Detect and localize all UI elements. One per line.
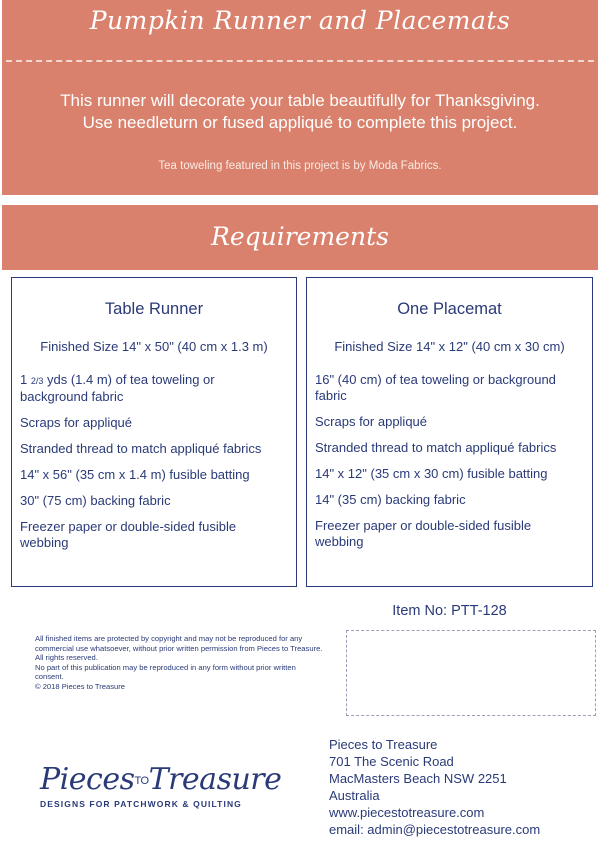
- label-placeholder-box: [346, 630, 596, 716]
- contact-website[interactable]: www.piecestotreasure.com: [329, 805, 485, 820]
- intro-line-1: This runner will decorate your table beautifully for Thanksgiving.: [60, 91, 540, 110]
- contact-name: Pieces to Treasure: [329, 737, 438, 752]
- item-fraction: 2/3: [30, 376, 44, 386]
- table-runner-size: Finished Size 14" x 50" (40 cm x 1.3 m): [40, 339, 268, 354]
- item-rest: yds (1.4 m) of tea toweling or background fabric: [20, 372, 215, 404]
- logo-pieces: Pieces: [40, 762, 135, 797]
- list-item: 30" (75 cm) backing fabric: [20, 493, 171, 508]
- intro-line-2: Use needleturn or fused appliqué to complete this project.: [82, 113, 518, 132]
- logo-to: TO: [134, 775, 149, 787]
- logo-treasure: Treasure: [148, 762, 282, 797]
- requirements-title: Requirements: [211, 222, 389, 251]
- header-band: [2, 0, 598, 195]
- brand-logo: [40, 762, 300, 822]
- list-item: Stranded thread to match appliqué fabrics: [20, 441, 262, 456]
- page-title: Pumpkin Runner and Placemats: [89, 6, 511, 35]
- requirements-band: [2, 205, 598, 270]
- list-item: Scraps for appliqué: [315, 414, 428, 429]
- item-whole: 1: [20, 372, 31, 387]
- intro-text: [12, 90, 588, 134]
- fabric-credit: Tea toweling featured in this project is by Moda Fabrics.: [158, 160, 442, 172]
- placemat-list: [307, 372, 592, 550]
- dashed-divider: [6, 60, 594, 62]
- list-item: 14" x 12" (35 cm x 30 cm) fusible batting: [315, 466, 548, 481]
- contact-country: Australia: [329, 788, 380, 803]
- list-item: Stranded thread to match appliqué fabrics: [315, 440, 557, 455]
- placemat-box: [306, 277, 593, 587]
- copyright-line-2: No part of this publication may be reproduced in any form without prior written consent.: [35, 662, 296, 681]
- placemat-heading: One Placemat: [397, 300, 502, 318]
- table-runner-box: [11, 277, 297, 587]
- list-item: [20, 372, 286, 405]
- list-item: 14" (35 cm) backing fabric: [315, 492, 466, 507]
- table-runner-list: [12, 372, 296, 551]
- contact-block: [329, 736, 540, 838]
- contact-street: 701 The Scenic Road: [329, 754, 454, 769]
- copyright-line-3: © 2018 Pieces to Treasure: [35, 681, 126, 691]
- placemat-size: Finished Size 14" x 12" (40 cm x 30 cm): [334, 339, 565, 354]
- copyright-notice: [35, 634, 325, 691]
- list-item: 14" x 56" (35 cm x 1.4 m) fusible batting: [20, 467, 250, 482]
- copyright-line-1: All finished items are protected by copyright and may not be reproduced for any commercial use whatsoever, without prior written permission from Pieces to Treasure. All rights reserved.: [35, 634, 323, 662]
- logo-tagline: DESIGNS FOR PATCHWORK & QUILTING: [40, 799, 242, 809]
- list-item: Freezer paper or double-sided fusible webbing: [20, 519, 237, 550]
- list-item: Scraps for appliqué: [20, 415, 133, 430]
- list-item: Freezer paper or double-sided fusible webbing: [315, 518, 532, 549]
- list-item: 16" (40 cm) of tea toweling or background fabric: [315, 372, 556, 403]
- item-number: Item No: PTT-128: [392, 603, 507, 619]
- contact-email[interactable]: email: admin@piecestotreasure.com: [329, 822, 541, 837]
- contact-city: MacMasters Beach NSW 2251: [329, 771, 507, 786]
- table-runner-heading: Table Runner: [104, 300, 204, 318]
- logo-wordmark: [40, 762, 300, 797]
